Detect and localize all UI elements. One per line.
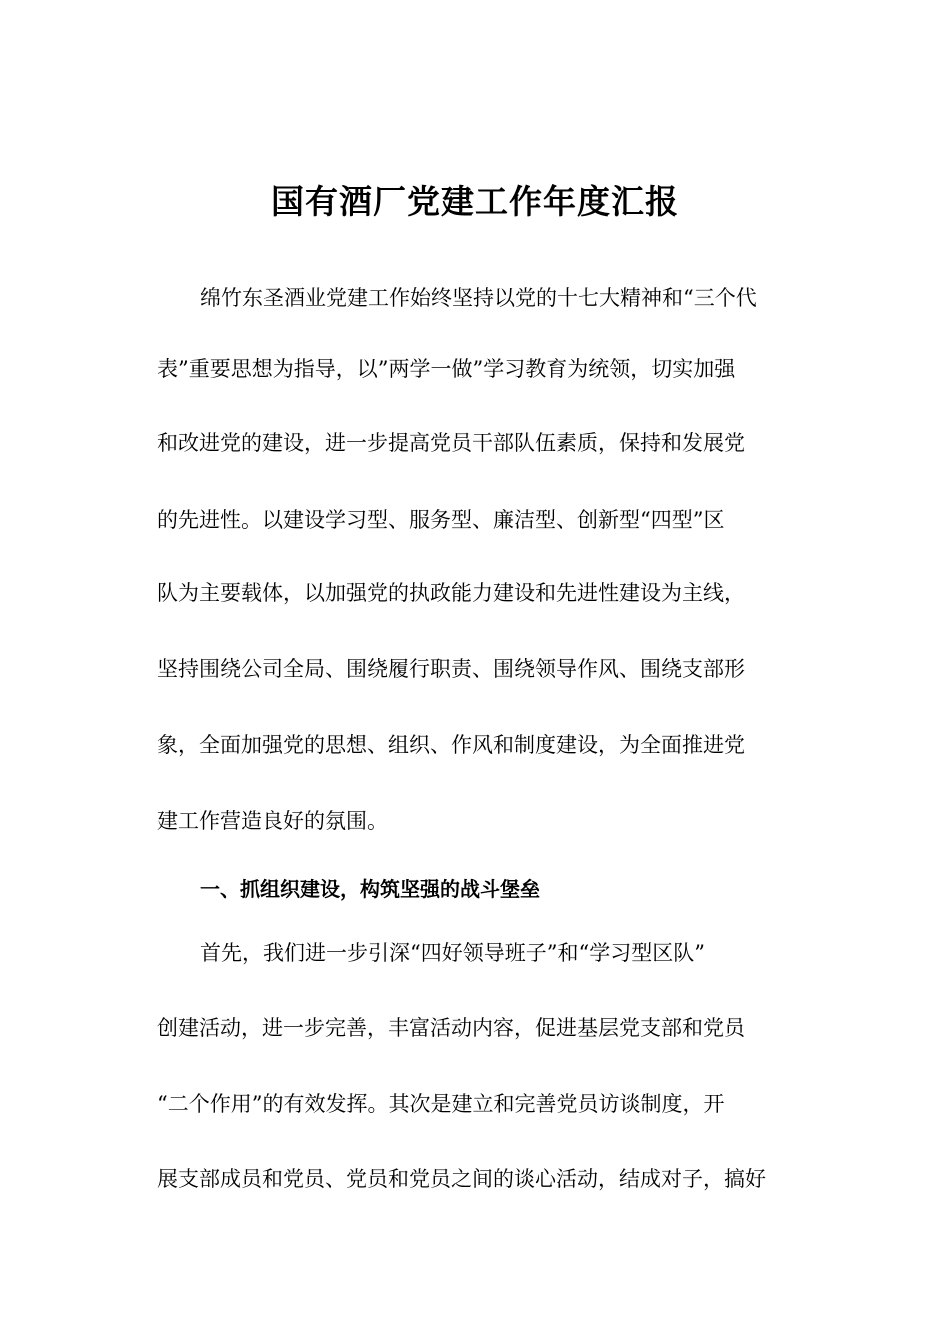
paragraph-line: 队为主要载体，以加强党的执政能力建设和先进性建设为主线， <box>157 581 745 605</box>
section-heading: 一、抓组织建设，构筑坚强的战斗堡垒 <box>200 877 540 901</box>
paragraph-line: 建工作营造良好的氛围。 <box>157 809 388 833</box>
paragraph-line: 绵竹东圣酒业党建工作始终坚持以党的十七大精神和“三个代 <box>200 286 757 310</box>
paragraph-line: 和改进党的建设，进一步提高党员干部队伍素质，保持和发展党 <box>157 431 745 455</box>
paragraph-line: 象，全面加强党的思想、组织、作风和制度建设，为全面推进党 <box>157 733 745 757</box>
paragraph-line: 展支部成员和党员、党员和党员之间的谈心活动，结成对子，搞好 <box>157 1167 766 1191</box>
paragraph-line: 表”重要思想为指导，以”两学一做”学习教育为统领，切实加强 <box>157 357 736 381</box>
paragraph-line: “二个作用”的有效发挥。其次是建立和完善党员访谈制度，开 <box>157 1092 725 1116</box>
paragraph-line: 创建活动，进一步完善，丰富活动内容，促进基层党支部和党员 <box>157 1016 745 1040</box>
paragraph-line: 首先，我们进一步引深“四好领导班子”和“学习型区队” <box>200 941 705 965</box>
paragraph-line: 坚持围绕公司全局、围绕履行职责、围绕领导作风、围绕支部形 <box>157 657 745 681</box>
document-title: 国有酒厂党建工作年度汇报 <box>271 182 679 221</box>
paragraph-line: 的先进性。以建设学习型、服务型、廉洁型、创新型“四型”区 <box>157 508 725 532</box>
